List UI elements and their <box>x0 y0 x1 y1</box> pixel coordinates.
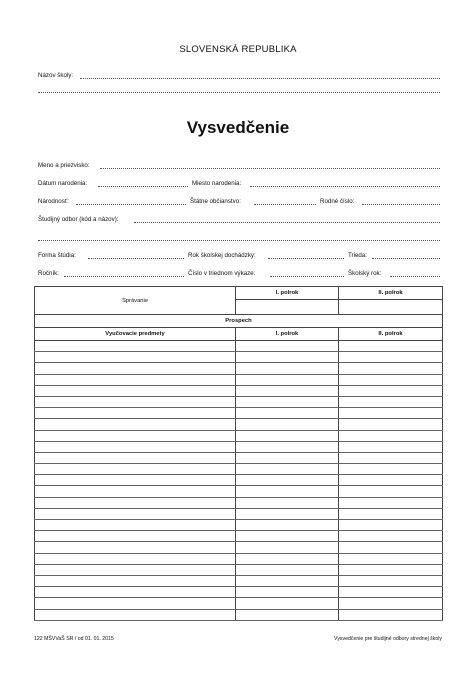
subject-sem2-cell[interactable] <box>339 385 443 396</box>
subject-sem1-cell[interactable] <box>236 564 339 575</box>
subject-sem2-cell[interactable] <box>339 575 443 586</box>
subject-name-cell[interactable] <box>35 352 236 363</box>
subject-row <box>35 452 443 463</box>
subject-sem1-cell[interactable] <box>236 374 339 385</box>
subject-sem2-cell[interactable] <box>339 452 443 463</box>
subject-sem1-cell[interactable] <box>236 408 339 419</box>
subject-name-cell[interactable] <box>35 575 236 586</box>
subject-sem1-cell[interactable] <box>236 486 339 497</box>
behavior-label: Správanie <box>35 287 236 315</box>
subject-sem2-cell[interactable] <box>339 486 443 497</box>
subject-sem1-cell[interactable] <box>236 352 339 363</box>
subject-row <box>35 441 443 452</box>
document-title: Vysvedčenie <box>186 118 290 137</box>
subject-name-cell[interactable] <box>35 475 236 486</box>
subject-row <box>35 408 443 419</box>
register-number-line[interactable] <box>270 276 344 277</box>
subject-sem1-cell[interactable] <box>236 609 339 620</box>
subject-name-cell[interactable] <box>35 542 236 553</box>
subject-row <box>35 531 443 542</box>
subject-name-cell[interactable] <box>35 374 236 385</box>
subject-name-cell[interactable] <box>35 430 236 441</box>
study-field-line-2[interactable] <box>38 240 440 241</box>
study-field-line[interactable] <box>134 222 440 223</box>
subject-row <box>35 564 443 575</box>
subject-name-cell[interactable] <box>35 553 236 564</box>
subject-name-cell[interactable] <box>35 508 236 519</box>
subject-sem2-cell[interactable] <box>339 475 443 486</box>
subject-sem1-cell[interactable] <box>236 497 339 508</box>
subject-sem1-cell[interactable] <box>236 508 339 519</box>
subject-sem1-cell[interactable] <box>236 575 339 586</box>
subject-name-cell[interactable] <box>35 609 236 620</box>
subject-sem1-cell[interactable] <box>236 396 339 407</box>
subject-name-cell[interactable] <box>35 396 236 407</box>
birth-number-label: Rodné číslo: <box>320 198 355 205</box>
subject-sem2-cell[interactable] <box>339 542 443 553</box>
study-form-label: Forma štúdia: <box>38 252 76 259</box>
subject-row <box>35 553 443 564</box>
subject-sem2-cell[interactable] <box>339 363 443 374</box>
subject-row <box>35 430 443 441</box>
register-number-label: Číslo v triednom výkaze: <box>188 270 256 277</box>
subject-name-cell[interactable] <box>35 452 236 463</box>
grades-sem1-header: I. polrok <box>236 328 339 341</box>
school-year-label: Školský rok: <box>348 270 382 277</box>
name-line[interactable] <box>100 168 440 169</box>
subject-name-cell[interactable] <box>35 363 236 374</box>
subject-sem1-cell[interactable] <box>236 531 339 542</box>
subject-sem1-cell[interactable] <box>236 598 339 609</box>
subject-sem2-cell[interactable] <box>339 609 443 620</box>
subject-sem1-cell[interactable] <box>236 441 339 452</box>
subject-row <box>35 486 443 497</box>
subject-sem2-cell[interactable] <box>339 430 443 441</box>
subject-sem2-cell[interactable] <box>339 497 443 508</box>
birth-number-line[interactable] <box>362 204 440 205</box>
subject-name-cell[interactable] <box>35 385 236 396</box>
subject-row <box>35 575 443 586</box>
subject-name-cell[interactable] <box>35 464 236 475</box>
subject-sem2-cell[interactable] <box>339 531 443 542</box>
subject-name-cell[interactable] <box>35 520 236 531</box>
subject-name-cell[interactable] <box>35 341 236 352</box>
subject-sem2-cell[interactable] <box>339 564 443 575</box>
footer-form-description: Vysvedčenie pre študijné odbory strednej školy <box>334 636 442 642</box>
subject-sem2-cell[interactable] <box>339 419 443 430</box>
study-form-line[interactable] <box>88 258 184 259</box>
subject-sem1-cell[interactable] <box>236 419 339 430</box>
grades-sem2-header: II. polrok <box>339 328 443 341</box>
attendance-year-line[interactable] <box>268 258 344 259</box>
subject-sem2-cell[interactable] <box>339 598 443 609</box>
birth-place-label: Miesto narodenia: <box>192 180 242 187</box>
subject-sem2-cell[interactable] <box>339 352 443 363</box>
behavior-sem2-header: II. polrok <box>339 287 443 300</box>
subject-sem2-cell[interactable] <box>339 396 443 407</box>
subject-row <box>35 464 443 475</box>
subject-sem2-cell[interactable] <box>339 341 443 352</box>
subject-sem1-cell[interactable] <box>236 430 339 441</box>
subject-sem1-cell[interactable] <box>236 341 339 352</box>
subject-row <box>35 587 443 598</box>
subject-name-cell[interactable] <box>35 587 236 598</box>
subject-name-cell[interactable] <box>35 486 236 497</box>
citizenship-line[interactable] <box>254 204 316 205</box>
footer-form-code: 122 MŠVVaŠ SR / od 01. 01. 2015 <box>34 636 114 642</box>
citizenship-label: Štátne občianstvo: <box>190 198 241 205</box>
behavior-sem1-cell[interactable] <box>236 300 339 315</box>
subject-sem2-cell[interactable] <box>339 374 443 385</box>
subject-row <box>35 352 443 363</box>
subject-row <box>35 396 443 407</box>
subject-row <box>35 475 443 486</box>
subject-name-cell[interactable] <box>35 564 236 575</box>
subject-name-cell[interactable] <box>35 441 236 452</box>
school-name-line-2[interactable] <box>38 92 440 93</box>
subject-name-cell[interactable] <box>35 408 236 419</box>
behavior-sem2-cell[interactable] <box>339 300 443 315</box>
name-label: Meno a priezvisko: <box>38 162 90 169</box>
subject-sem1-cell[interactable] <box>236 520 339 531</box>
subject-sem1-cell[interactable] <box>236 385 339 396</box>
subject-name-cell[interactable] <box>35 598 236 609</box>
subject-sem2-cell[interactable] <box>339 587 443 598</box>
attendance-year-label: Rok školskej dochádzky: <box>188 252 256 259</box>
birth-date-label: Dátum narodenia: <box>38 180 88 187</box>
subject-row <box>35 363 443 374</box>
subjects-header: Vyučovacie predmety <box>35 328 236 341</box>
birth-place-line[interactable] <box>250 186 440 187</box>
subject-row <box>35 341 443 352</box>
grade-label: Ročník: <box>38 270 59 277</box>
subject-sem1-cell[interactable] <box>236 542 339 553</box>
subject-sem2-cell[interactable] <box>339 464 443 475</box>
progress-heading: Prospech <box>35 315 443 328</box>
subject-row <box>35 542 443 553</box>
country-heading: SLOVENSKÁ REPUBLIKA <box>179 44 297 55</box>
subject-sem2-cell[interactable] <box>339 553 443 564</box>
birth-date-line[interactable] <box>98 186 188 187</box>
subject-name-cell[interactable] <box>35 497 236 508</box>
subject-sem2-cell[interactable] <box>339 508 443 519</box>
subject-row <box>35 520 443 531</box>
school-year-line[interactable] <box>390 276 440 277</box>
nationality-line[interactable] <box>76 204 186 205</box>
subject-sem2-cell[interactable] <box>339 408 443 419</box>
grade-line[interactable] <box>64 276 184 277</box>
subject-row <box>35 497 443 508</box>
subject-sem2-cell[interactable] <box>339 441 443 452</box>
subject-sem1-cell[interactable] <box>236 475 339 486</box>
subject-name-cell[interactable] <box>35 419 236 430</box>
subject-row <box>35 419 443 430</box>
subject-sem2-cell[interactable] <box>339 520 443 531</box>
nationality-label: Národnosť: <box>38 198 69 205</box>
subject-sem1-cell[interactable] <box>236 587 339 598</box>
subject-row <box>35 374 443 385</box>
subject-sem1-cell[interactable] <box>236 452 339 463</box>
class-line[interactable] <box>372 258 440 259</box>
study-field-label: Študijný odbor (kód a názov): <box>38 216 119 223</box>
subject-row <box>35 385 443 396</box>
subject-row <box>35 508 443 519</box>
school-name-line[interactable] <box>80 78 440 79</box>
class-label: Trieda: <box>348 252 368 259</box>
school-name-label: Názov školy: <box>38 72 74 79</box>
grades-table <box>34 286 443 621</box>
behavior-sem1-header: I. polrok <box>236 287 339 300</box>
subject-sem1-cell[interactable] <box>236 553 339 564</box>
subject-row <box>35 598 443 609</box>
subject-sem1-cell[interactable] <box>236 363 339 374</box>
subject-row <box>35 609 443 620</box>
subject-name-cell[interactable] <box>35 531 236 542</box>
subject-sem1-cell[interactable] <box>236 464 339 475</box>
